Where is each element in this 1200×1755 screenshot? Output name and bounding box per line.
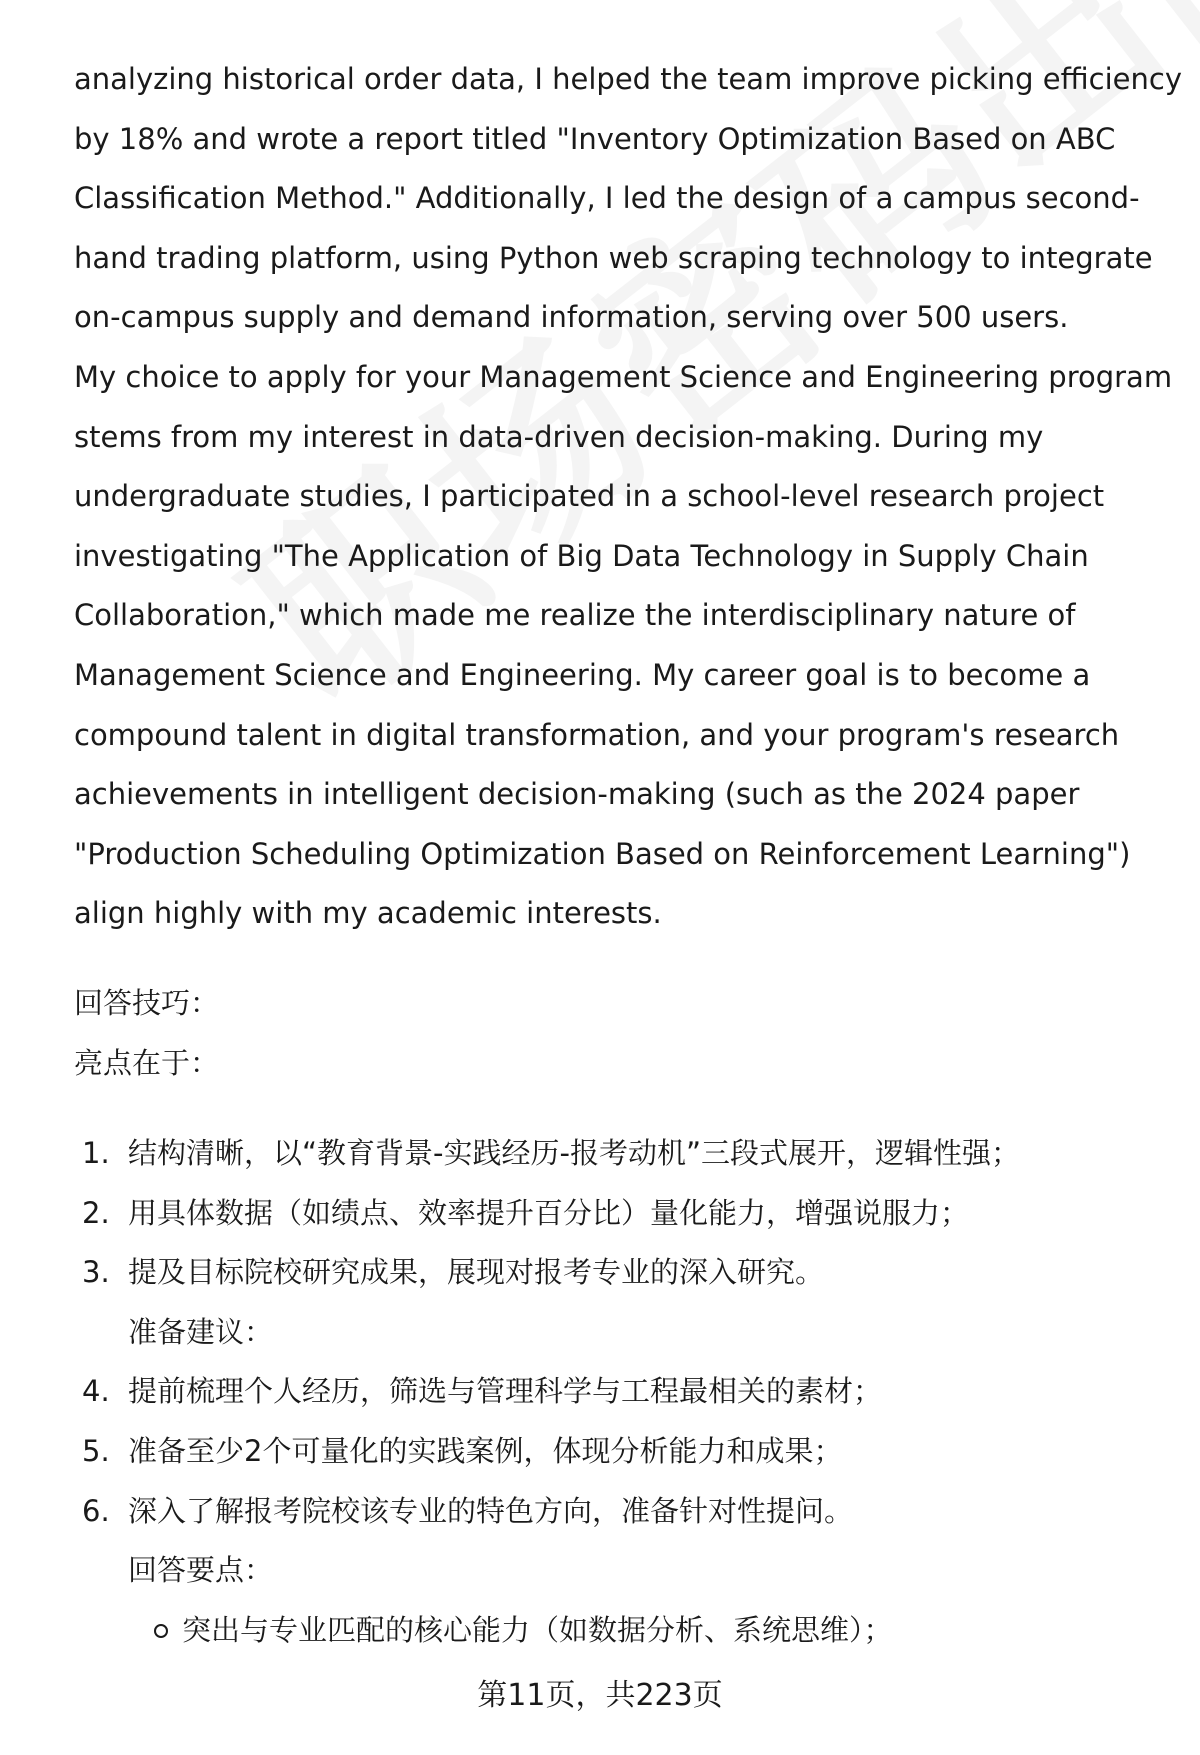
list-item <box>74 1422 1164 1482</box>
list-item <box>74 1243 1164 1303</box>
paragraph-line: Classification Method." Additionally, I led the design of a campus second- <box>74 181 1140 216</box>
list-number: 1. <box>82 1136 110 1170</box>
list-number: 5. <box>82 1433 110 1468</box>
paragraph-line: stems from my interest in data-driven decision-making. During my <box>74 419 1044 454</box>
key-points-label: 回答要点： <box>128 1553 274 1588</box>
list-item <box>74 1184 1164 1244</box>
numbered-list <box>74 1124 1164 1660</box>
list-item <box>74 1482 1164 1542</box>
list-text: 深入了解报考院校该专业的特色方向，准备针对性提问。 <box>128 1493 854 1528</box>
list-text: 准备至少2个可量化的实践案例，体现分析能力和成果； <box>128 1433 843 1468</box>
paragraph-line: My choice to apply for your Management Science and Engineering program <box>74 359 1173 394</box>
bullet-item <box>74 1601 1164 1661</box>
list-number: 6. <box>82 1493 110 1528</box>
paragraph-line: achievements in intelligent decision-making (such as the 2024 paper <box>74 777 1080 812</box>
paragraph-line: undergraduate studies, I participated in a school-level research project <box>74 479 1105 514</box>
hollow-circle-bullet-icon <box>154 1624 168 1638</box>
paragraph-line: hand trading platform, using Python web scraping technology to integrate <box>74 240 1153 275</box>
answer-tips-section <box>74 974 1164 1093</box>
paragraph-line: align highly with my academic interests. <box>74 896 662 931</box>
paragraph-line: Management Science and Engineering. My career goal is to become a <box>74 657 1091 692</box>
list-number: 3. <box>82 1255 110 1290</box>
paragraph-line: analyzing historical order data, I helped the team improve picking efficiency <box>74 62 1182 96</box>
list-number: 4. <box>82 1374 110 1409</box>
list-text: 结构清晰，以“教育背景-实践经历-报考动机”三段式展开，逻辑性强； <box>128 1136 1020 1170</box>
list-item <box>74 1124 1164 1184</box>
bullet-text: 突出与专业匹配的核心能力（如数据分析、系统思维）； <box>182 1612 893 1647</box>
paragraph-line: by 18% and wrote a report titled "Inventory Optimization Based on ABC <box>74 121 1116 156</box>
highlights-label: 亮点在于： <box>74 1045 220 1080</box>
paragraph-line: compound talent in digital transformation, and your program's research <box>74 717 1120 752</box>
paragraph-line: "Production Scheduling Optimization Based on Reinforcement Learning") <box>74 836 1131 871</box>
paragraph-line: Collaboration," which made me realize the interdisciplinary nature of <box>74 598 1076 633</box>
list-text: 提前梳理个人经历，筛选与管理科学与工程最相关的素材； <box>128 1374 883 1409</box>
paragraph-line: investigating "The Application of Big Data Technology in Supply Chain <box>74 538 1089 573</box>
page-footer: 第11页，共223页 <box>477 1678 723 1713</box>
list-text: 提及目标院校研究成果，展现对报考专业的深入研究。 <box>128 1255 825 1290</box>
list-text: 用具体数据（如绩点、效率提升百分比）量化能力，增强说服力； <box>128 1195 970 1230</box>
prep-label: 准备建议： <box>128 1314 274 1349</box>
paragraph-line: on-campus supply and demand information, serving over 500 users. <box>74 300 1069 335</box>
answer-tips-label: 回答技巧： <box>74 986 220 1020</box>
body-paragraph <box>74 50 1182 944</box>
list-number: 2. <box>82 1195 110 1230</box>
list-item <box>74 1362 1164 1422</box>
